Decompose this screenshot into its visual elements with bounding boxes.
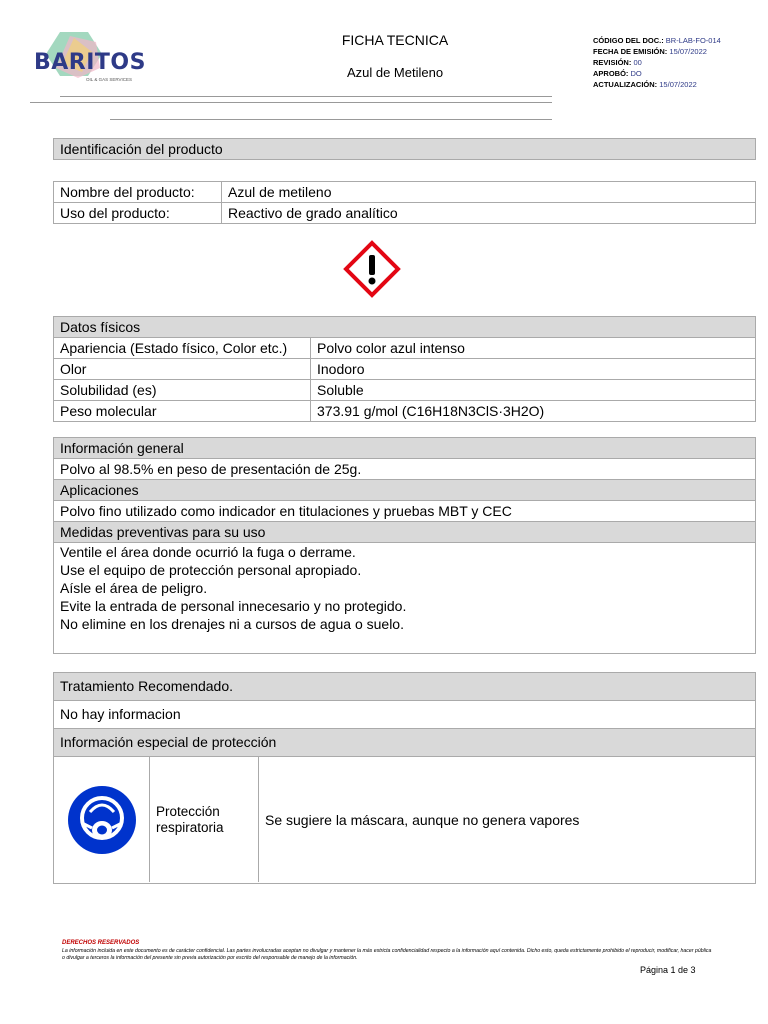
table-cell-value: Azul de metileno	[222, 182, 756, 203]
respirator-mask-icon	[54, 757, 150, 882]
list-item: No elimine en los drenajes ni a cursos de agua o suelo.	[60, 616, 404, 632]
datos-fisicos-table	[53, 316, 756, 422]
identificacion-table	[53, 181, 756, 224]
meta-row: REVISIÓN: 00	[593, 58, 642, 67]
table-cell-label: Nombre del producto:	[54, 182, 222, 203]
section-title: Identificación del producto	[54, 139, 756, 160]
table-cell-value: 373.91 g/mol (C16H18N3ClS·3H2O)	[311, 401, 756, 422]
doc-metadata	[593, 35, 721, 90]
doc-subtitle: Azul de Metileno	[346, 65, 444, 80]
table-cell-label: Olor	[54, 359, 311, 380]
logo-subtitle: OIL & GAS SERVICES	[86, 77, 133, 82]
tratamiento-box	[53, 672, 756, 884]
header-divider-2	[30, 102, 552, 103]
table-row	[54, 359, 756, 380]
footer-text: La información incluida en este documento es de carácter confidencial. Las partes involucradas aceptan no divulgar y mantener la más estricta confidencialidad respecto a la información aquí contenida. Dicho esto, queda estrictamente prohibido el reproducir, modificar, hacer pública o divulgar a terceros la información del presente sin previa autorización por escrito del responsable de manejo de la información.	[62, 948, 712, 961]
list-item: Use el equipo de protección personal apropiado.	[60, 562, 362, 578]
protection-label: Protección respiratoria	[150, 757, 259, 882]
list-item: Ventile el área donde ocurrió la fuga o derrame.	[60, 544, 356, 560]
company-logo	[30, 28, 150, 88]
section-title: Tratamiento Recomendado.	[54, 673, 755, 701]
table-cell-value: Soluble	[311, 380, 756, 401]
section-title: Información especial de protección	[54, 729, 755, 757]
table-cell-label: Uso del producto:	[54, 203, 222, 224]
section-title: Aplicaciones	[54, 480, 755, 501]
table-cell-value: Inodoro	[311, 359, 756, 380]
logo-text: BARITOS	[34, 50, 146, 75]
protection-row	[54, 757, 755, 882]
meta-row: APROBÓ: DO	[593, 69, 642, 78]
meta-row: CÓDIGO DEL DOC.: BR-LAB-FO-014	[593, 36, 721, 45]
aplicaciones-text: Polvo fino utilizado como indicador en titulaciones y pruebas MBT y CEC	[54, 501, 755, 522]
table-row	[54, 203, 756, 224]
tratamiento-text: No hay informacion	[54, 701, 755, 729]
protection-text: Se sugiere la máscara, aunque no genera vapores	[265, 811, 580, 828]
general-text: Polvo al 98.5% en peso de presentación de 25g.	[54, 459, 755, 480]
page-number: Página 1 de 3	[640, 965, 696, 975]
header-divider-3	[110, 119, 552, 120]
table-row	[54, 182, 756, 203]
meta-row: FECHA DE EMISIÓN: 15/07/2022	[593, 47, 707, 56]
table-cell-label: Apariencia (Estado físico, Color etc.)	[54, 338, 311, 359]
table-cell-label: Peso molecular	[54, 401, 311, 422]
medidas-list	[54, 543, 755, 633]
section-title: Medidas preventivas para su uso	[54, 522, 755, 543]
table-cell-label: Solubilidad (es)	[54, 380, 311, 401]
header-divider-1	[60, 96, 552, 97]
table-row	[54, 380, 756, 401]
list-item: Aísle el área de peligro.	[60, 580, 208, 596]
footer-title: DERECHOS RESERVADOS	[62, 940, 140, 946]
identificacion-header-table	[53, 138, 756, 160]
table-row	[54, 401, 756, 422]
table-cell-value: Reactivo de grado analítico	[222, 203, 756, 224]
list-item: Evite la entrada de personal innecesario y no protegido.	[60, 598, 407, 614]
exclamation-warning-icon	[343, 240, 401, 298]
section-title: Datos físicos	[54, 317, 756, 338]
table-cell-value: Polvo color azul intenso	[311, 338, 756, 359]
meta-row: ACTUALIZACIÓN: 15/07/2022	[593, 80, 697, 89]
informacion-general-box	[53, 437, 756, 654]
doc-title: FICHA TECNICA	[341, 32, 449, 48]
section-title: Información general	[54, 438, 755, 459]
table-row	[54, 338, 756, 359]
